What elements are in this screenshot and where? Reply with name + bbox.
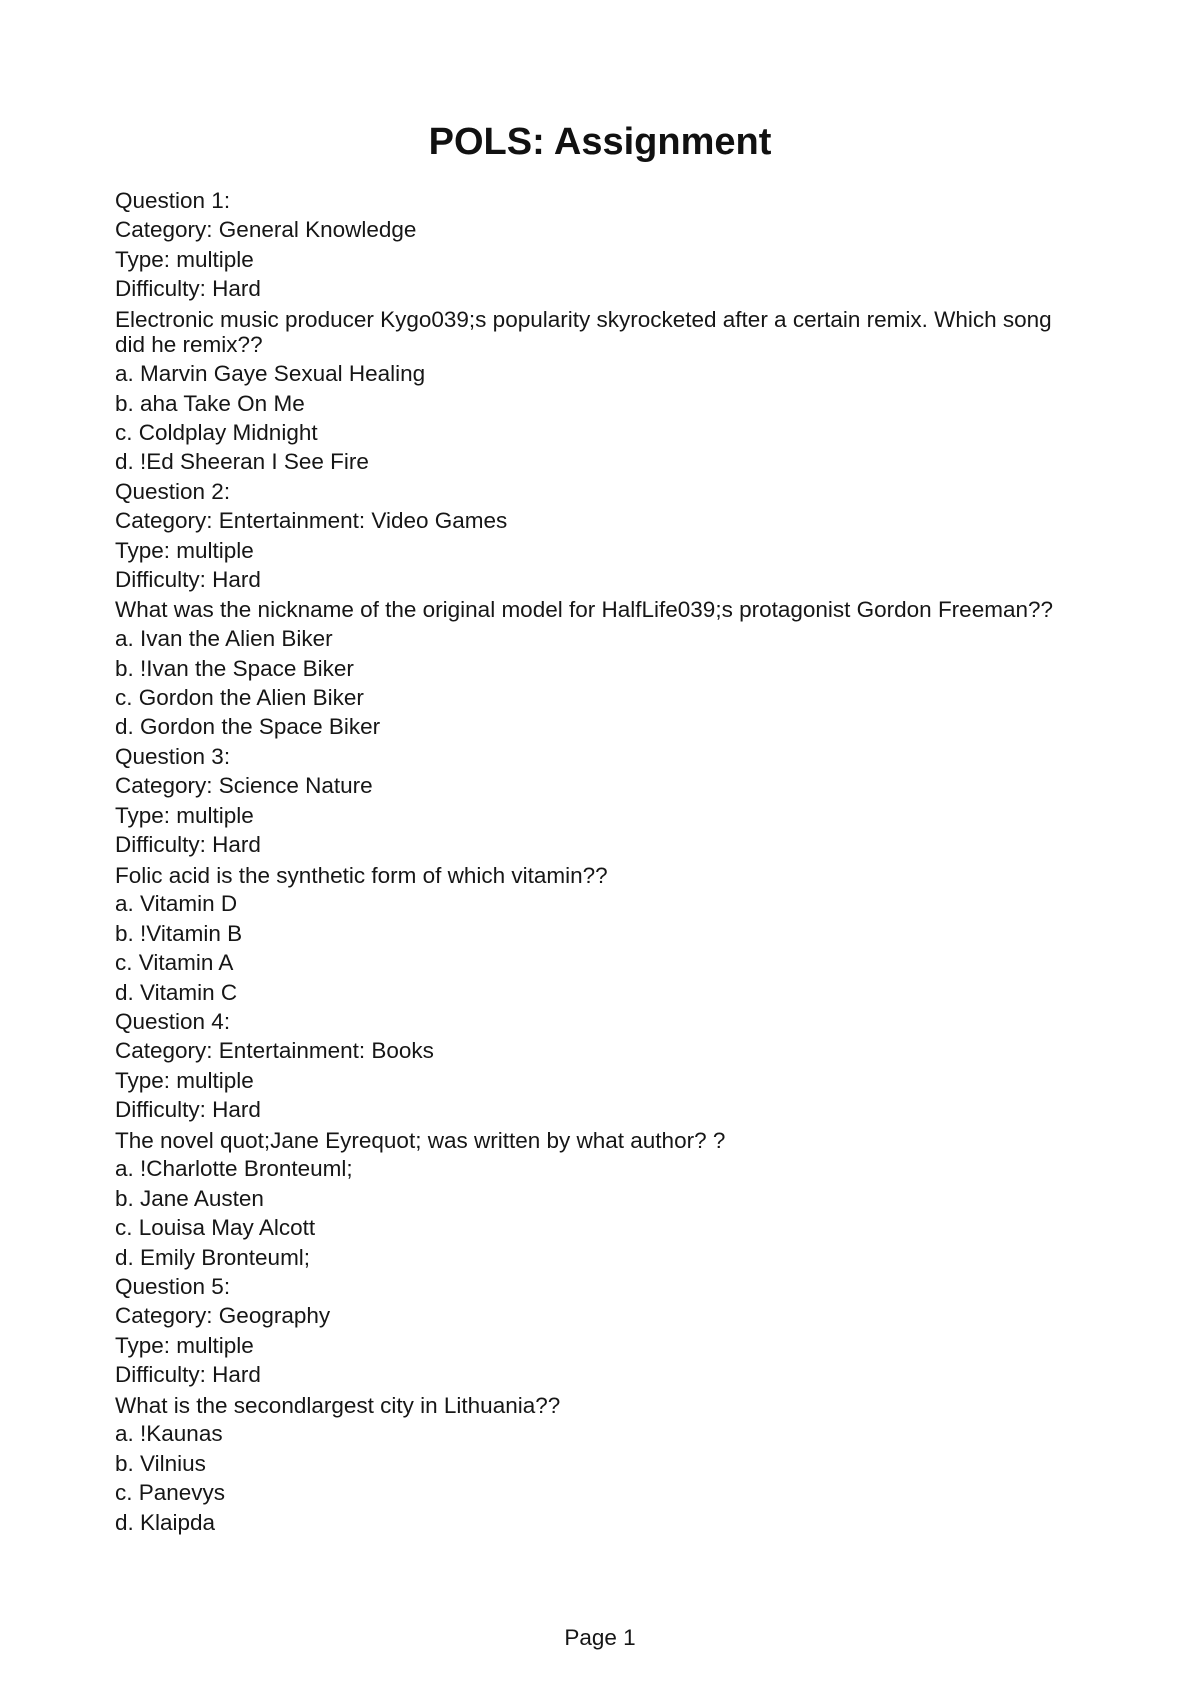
answer-option: d. Emily Bronteuml; bbox=[115, 1244, 311, 1270]
question-difficulty: Difficulty: Hard bbox=[115, 1362, 261, 1388]
question-type: Type: multiple bbox=[115, 537, 254, 563]
question-text: The novel quot;Jane Eyrequot; was written by what author? ? bbox=[115, 1127, 726, 1153]
question-type: Type: multiple bbox=[115, 1067, 254, 1093]
answer-option: b. !Vitamin B bbox=[115, 920, 243, 946]
question-block-1 bbox=[115, 186, 1075, 477]
question-difficulty: Difficulty: Hard bbox=[115, 276, 261, 302]
question-text: Folic acid is the synthetic form of which vitamin?? bbox=[115, 862, 608, 888]
question-block-3 bbox=[115, 742, 1075, 1007]
answer-option: d. Klaipda bbox=[115, 1509, 216, 1535]
question-category: Category: Entertainment: Books bbox=[115, 1038, 434, 1064]
question-difficulty: Difficulty: Hard bbox=[115, 567, 261, 593]
page-number: Page 1 bbox=[564, 1625, 636, 1650]
answer-option: c. Coldplay Midnight bbox=[115, 420, 318, 446]
answer-option: a. Marvin Gaye Sexual Healing bbox=[115, 361, 426, 387]
answer-option: c. Panevys bbox=[115, 1480, 226, 1506]
question-heading: Question 4: bbox=[115, 1008, 231, 1034]
answer-option: b. Jane Austen bbox=[115, 1185, 264, 1211]
answer-option: c. Vitamin A bbox=[115, 950, 234, 976]
answer-option: b. Vilnius bbox=[115, 1450, 206, 1476]
answer-option: d. !Ed Sheeran I See Fire bbox=[115, 449, 369, 475]
answer-option: d. Vitamin C bbox=[115, 979, 238, 1005]
question-list bbox=[115, 186, 1075, 1537]
question-block-5 bbox=[115, 1272, 1075, 1537]
answer-option: a. !Kaunas bbox=[115, 1421, 223, 1447]
question-type: Type: multiple bbox=[115, 246, 254, 272]
answer-option: c. Louisa May Alcott bbox=[115, 1215, 316, 1241]
answer-option: c. Gordon the Alien Biker bbox=[115, 685, 364, 711]
question-text: What is the secondlargest city in Lithuania?? bbox=[115, 1392, 561, 1418]
question-heading: Question 3: bbox=[115, 743, 231, 769]
answer-option: a. Vitamin D bbox=[115, 891, 238, 917]
answer-option: a. !Charlotte Bronteuml; bbox=[115, 1156, 353, 1182]
answer-option: b. aha Take On Me bbox=[115, 390, 305, 416]
question-heading: Question 5: bbox=[115, 1273, 231, 1299]
document-title: POLS: Assignment bbox=[428, 121, 772, 163]
question-type: Type: multiple bbox=[115, 1332, 254, 1358]
question-heading: Question 2: bbox=[115, 478, 231, 504]
answer-option: b. !Ivan the Space Biker bbox=[115, 655, 354, 681]
question-block-4 bbox=[115, 1007, 1075, 1272]
question-category: Category: General Knowledge bbox=[115, 217, 417, 243]
question-difficulty: Difficulty: Hard bbox=[115, 1097, 261, 1123]
question-heading: Question 1: bbox=[115, 188, 231, 213]
answer-option: d. Gordon the Space Biker bbox=[115, 714, 381, 740]
question-text: What was the nickname of the original model for HalfLife039;s protagonist Gordon Freeman?? bbox=[115, 597, 1054, 623]
question-difficulty: Difficulty: Hard bbox=[115, 832, 261, 858]
question-category: Category: Entertainment: Video Games bbox=[115, 508, 508, 534]
question-type: Type: multiple bbox=[115, 802, 254, 828]
question-text: Electronic music producer Kygo039;s popularity skyrocketed after a certain remix. Which song did he remix?? bbox=[115, 306, 1052, 358]
question-category: Category: Geography bbox=[115, 1303, 331, 1329]
answer-option: a. Ivan the Alien Biker bbox=[115, 626, 333, 652]
question-category: Category: Science Nature bbox=[115, 773, 373, 799]
question-block-2 bbox=[115, 477, 1075, 742]
